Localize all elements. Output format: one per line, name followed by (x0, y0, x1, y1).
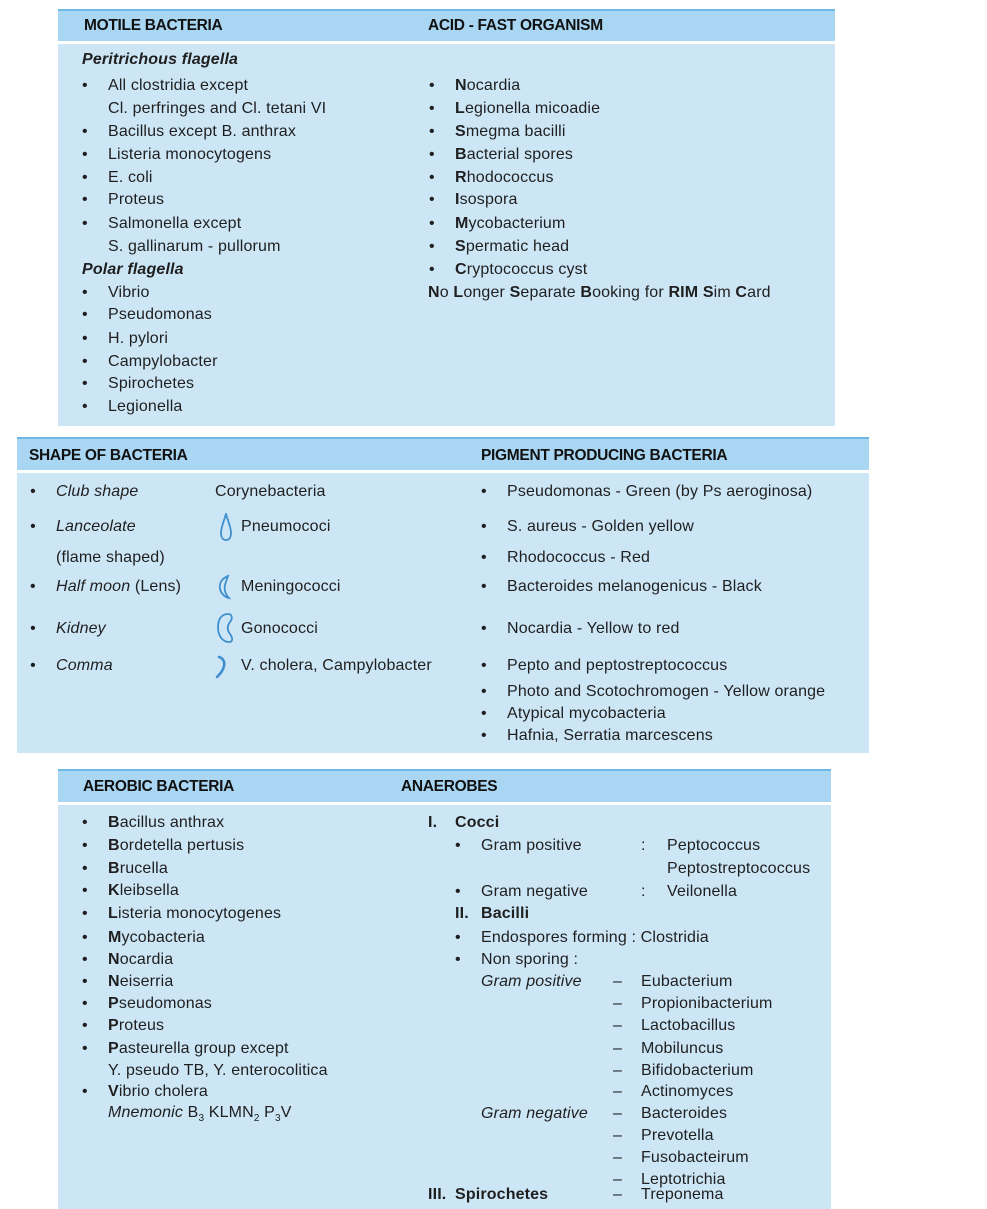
aerobic-item: • Nocardia (108, 951, 173, 969)
anaerobes-dash: – (613, 1186, 623, 1203)
shape-subtext: (flame shaped) (56, 549, 165, 566)
anaerobes-sublabel: Gram positive (481, 973, 582, 990)
aerobic-item: • Kleibsella (108, 882, 179, 900)
anaerobes-value: Fusobacteirum (641, 1149, 749, 1166)
peritrichous-title: Peritrichous flagella (82, 51, 239, 68)
list-item: • Bacillus except B. anthrax (108, 123, 296, 141)
anaerobes-label: • Non sporing : (481, 951, 578, 969)
anaerobes-value: Veilonella (667, 883, 737, 900)
aerobic-item: • Listeria monocytogenes (108, 905, 281, 923)
list-item: • Bacterial spores (455, 146, 573, 164)
anaerobes-value: Bifidobacterium (641, 1062, 754, 1079)
list-item: • E. coli (108, 169, 153, 187)
anaerobes-value: Propionibacterium (641, 995, 773, 1012)
shape-example: Corynebacteria (215, 483, 326, 500)
motile-acid-fast-header (58, 9, 835, 41)
shape-example: V. cholera, Campylobacter (241, 657, 432, 674)
kidney-shape-icon (216, 612, 234, 644)
anaerobes-heading: Bacilli (481, 905, 530, 922)
list-item: • Proteus (108, 191, 164, 209)
list-item: • Campylobacter (108, 353, 218, 371)
list-item: • Smegma bacilli (455, 123, 566, 141)
anaerobes-dash: – (613, 995, 623, 1012)
pigment-title: PIGMENT PRODUCING BACTERIA (481, 447, 728, 464)
aerobic-item: • Neiserria (108, 973, 173, 991)
list-item: • Vibrio (108, 284, 150, 302)
shape-name: • Lanceolate (56, 518, 136, 536)
list-item: • Nocardia (455, 77, 520, 95)
anaerobes-label: • Endospores forming : Clostridia (481, 929, 709, 947)
anaerobes-dash: – (613, 973, 623, 990)
anaerobes-num: I. (428, 814, 438, 831)
anaerobes-dash: – (613, 1171, 623, 1188)
list-item: • Legionella micoadie (455, 100, 600, 118)
aerobic-anaerobes-header (58, 769, 831, 802)
anaerobes-dash: – (613, 1017, 623, 1034)
aerobic-item: • Vibrio cholera (108, 1083, 208, 1101)
motile-title: MOTILE BACTERIA (84, 17, 223, 34)
anaerobes-dash: – (613, 1127, 623, 1144)
anaerobes-value: Leptotrichia (641, 1171, 726, 1188)
anaerobes-num: II. (455, 905, 469, 922)
anaerobes-title: ANAEROBES (401, 778, 498, 795)
anaerobes-num: III. (428, 1186, 447, 1203)
shape-example: Meningococci (241, 578, 341, 595)
anaerobes-value: Treponema (641, 1186, 724, 1203)
list-item: • Salmonella except (108, 215, 241, 233)
half-moon-shape-icon (217, 574, 231, 600)
anaerobes-dash: – (613, 1062, 623, 1079)
acid-fast-title: ACID - FAST ORGANISM (428, 17, 603, 34)
list-item: • Listeria monocytogens (108, 146, 271, 164)
shape-name: • Kidney (56, 620, 106, 638)
aerobic-item: • Brucella (108, 860, 168, 878)
pigment-item: • Photo and Scotochromogen - Yellow orange (507, 683, 825, 701)
list-item: • H. pylori (108, 330, 168, 348)
anaerobes-dash: – (613, 1105, 623, 1122)
list-item: • Legionella (108, 398, 182, 416)
list-item: • Mycobacterium (455, 215, 565, 233)
list-item: S. gallinarum - pullorum (108, 238, 281, 255)
shape-example: Pneumococi (241, 518, 331, 535)
anaerobes-value: Mobiluncus (641, 1040, 724, 1057)
shape-title: SHAPE OF BACTERIA (29, 447, 188, 464)
pigment-item: • Pepto and peptostreptococcus (507, 657, 727, 675)
anaerobes-value: Bacteroides (641, 1105, 728, 1122)
pigment-item: • Atypical mycobacteria (507, 705, 666, 723)
list-item: Cl. perfringes and Cl. tetani VI (108, 100, 327, 117)
shape-pigment-header (17, 437, 869, 470)
anaerobes-label: • Gram positive (481, 837, 582, 855)
pigment-item: • Nocardia - Yellow to red (507, 620, 680, 638)
comma-shape-icon (215, 655, 227, 679)
list-item: • Spermatic head (455, 238, 569, 256)
aerobic-item-cont: Y. pseudo TB, Y. enterocolitica (108, 1062, 328, 1079)
anaerobes-heading: Cocci (455, 814, 500, 831)
lanceolate-shape-icon (219, 513, 233, 541)
pigment-item: • S. aureus - Golden yellow (507, 518, 694, 536)
anaerobes-value: Peptostreptococcus (667, 860, 811, 877)
list-item: • Isospora (455, 191, 518, 209)
pigment-item: • Pseudomonas - Green (by Ps aeroginosa) (507, 483, 812, 501)
aerobic-mnemonic: Mnemonic $B_3$ $KLMN_2$ $P_3V$ (108, 1104, 292, 1125)
shape-name: • Club shape (56, 483, 138, 501)
shape-name: • Half moon (Lens) (56, 578, 181, 596)
anaerobes-sublabel: Gram negative (481, 1105, 588, 1122)
aerobic-title: AEROBIC BACTERIA (83, 778, 235, 795)
pigment-item: • Hafnia, Serratia marcescens (507, 727, 713, 745)
anaerobes-value: Prevotella (641, 1127, 714, 1144)
list-item: • All clostridia except (108, 77, 248, 95)
anaerobes-value: Eubacterium (641, 973, 733, 990)
aerobic-item: • Bordetella pertusis (108, 837, 244, 855)
pigment-item: • Rhodococcus - Red (507, 549, 650, 567)
anaerobes-colon: : (641, 883, 646, 900)
anaerobes-heading: Spirochetes (455, 1186, 549, 1203)
anaerobes-dash: – (613, 1040, 623, 1057)
pigment-item: • Bacteroides melanogenicus - Black (507, 578, 762, 596)
anaerobes-label: • Gram negative (481, 883, 588, 901)
anaerobes-colon: : (641, 837, 646, 854)
anaerobes-dash: – (613, 1083, 623, 1100)
aerobic-item: • Pseudomonas (108, 995, 212, 1013)
list-item: • Spirochetes (108, 375, 194, 393)
aerobic-item: • Bacillus anthrax (108, 814, 224, 832)
shape-example: Gonococci (241, 620, 318, 637)
aerobic-item: • Pasteurella group except (108, 1040, 289, 1058)
list-item: • Rhodococcus (455, 169, 554, 187)
list-item: • Pseudomonas (108, 306, 212, 324)
aerobic-item: • Proteus (108, 1017, 164, 1035)
polar-title: Polar flagella (82, 261, 184, 278)
list-item: • Cryptococcus cyst (455, 261, 587, 279)
acid-fast-mnemonic: No Longer Separate Booking for RIM Sim Card (428, 284, 771, 301)
anaerobes-value: Lactobacillus (641, 1017, 736, 1034)
anaerobes-dash: – (613, 1149, 623, 1166)
anaerobes-value: Peptococcus (667, 837, 761, 854)
aerobic-item: • Mycobacteria (108, 929, 205, 947)
anaerobes-value: Actinomyces (641, 1083, 734, 1100)
shape-name: • Comma (56, 657, 113, 675)
